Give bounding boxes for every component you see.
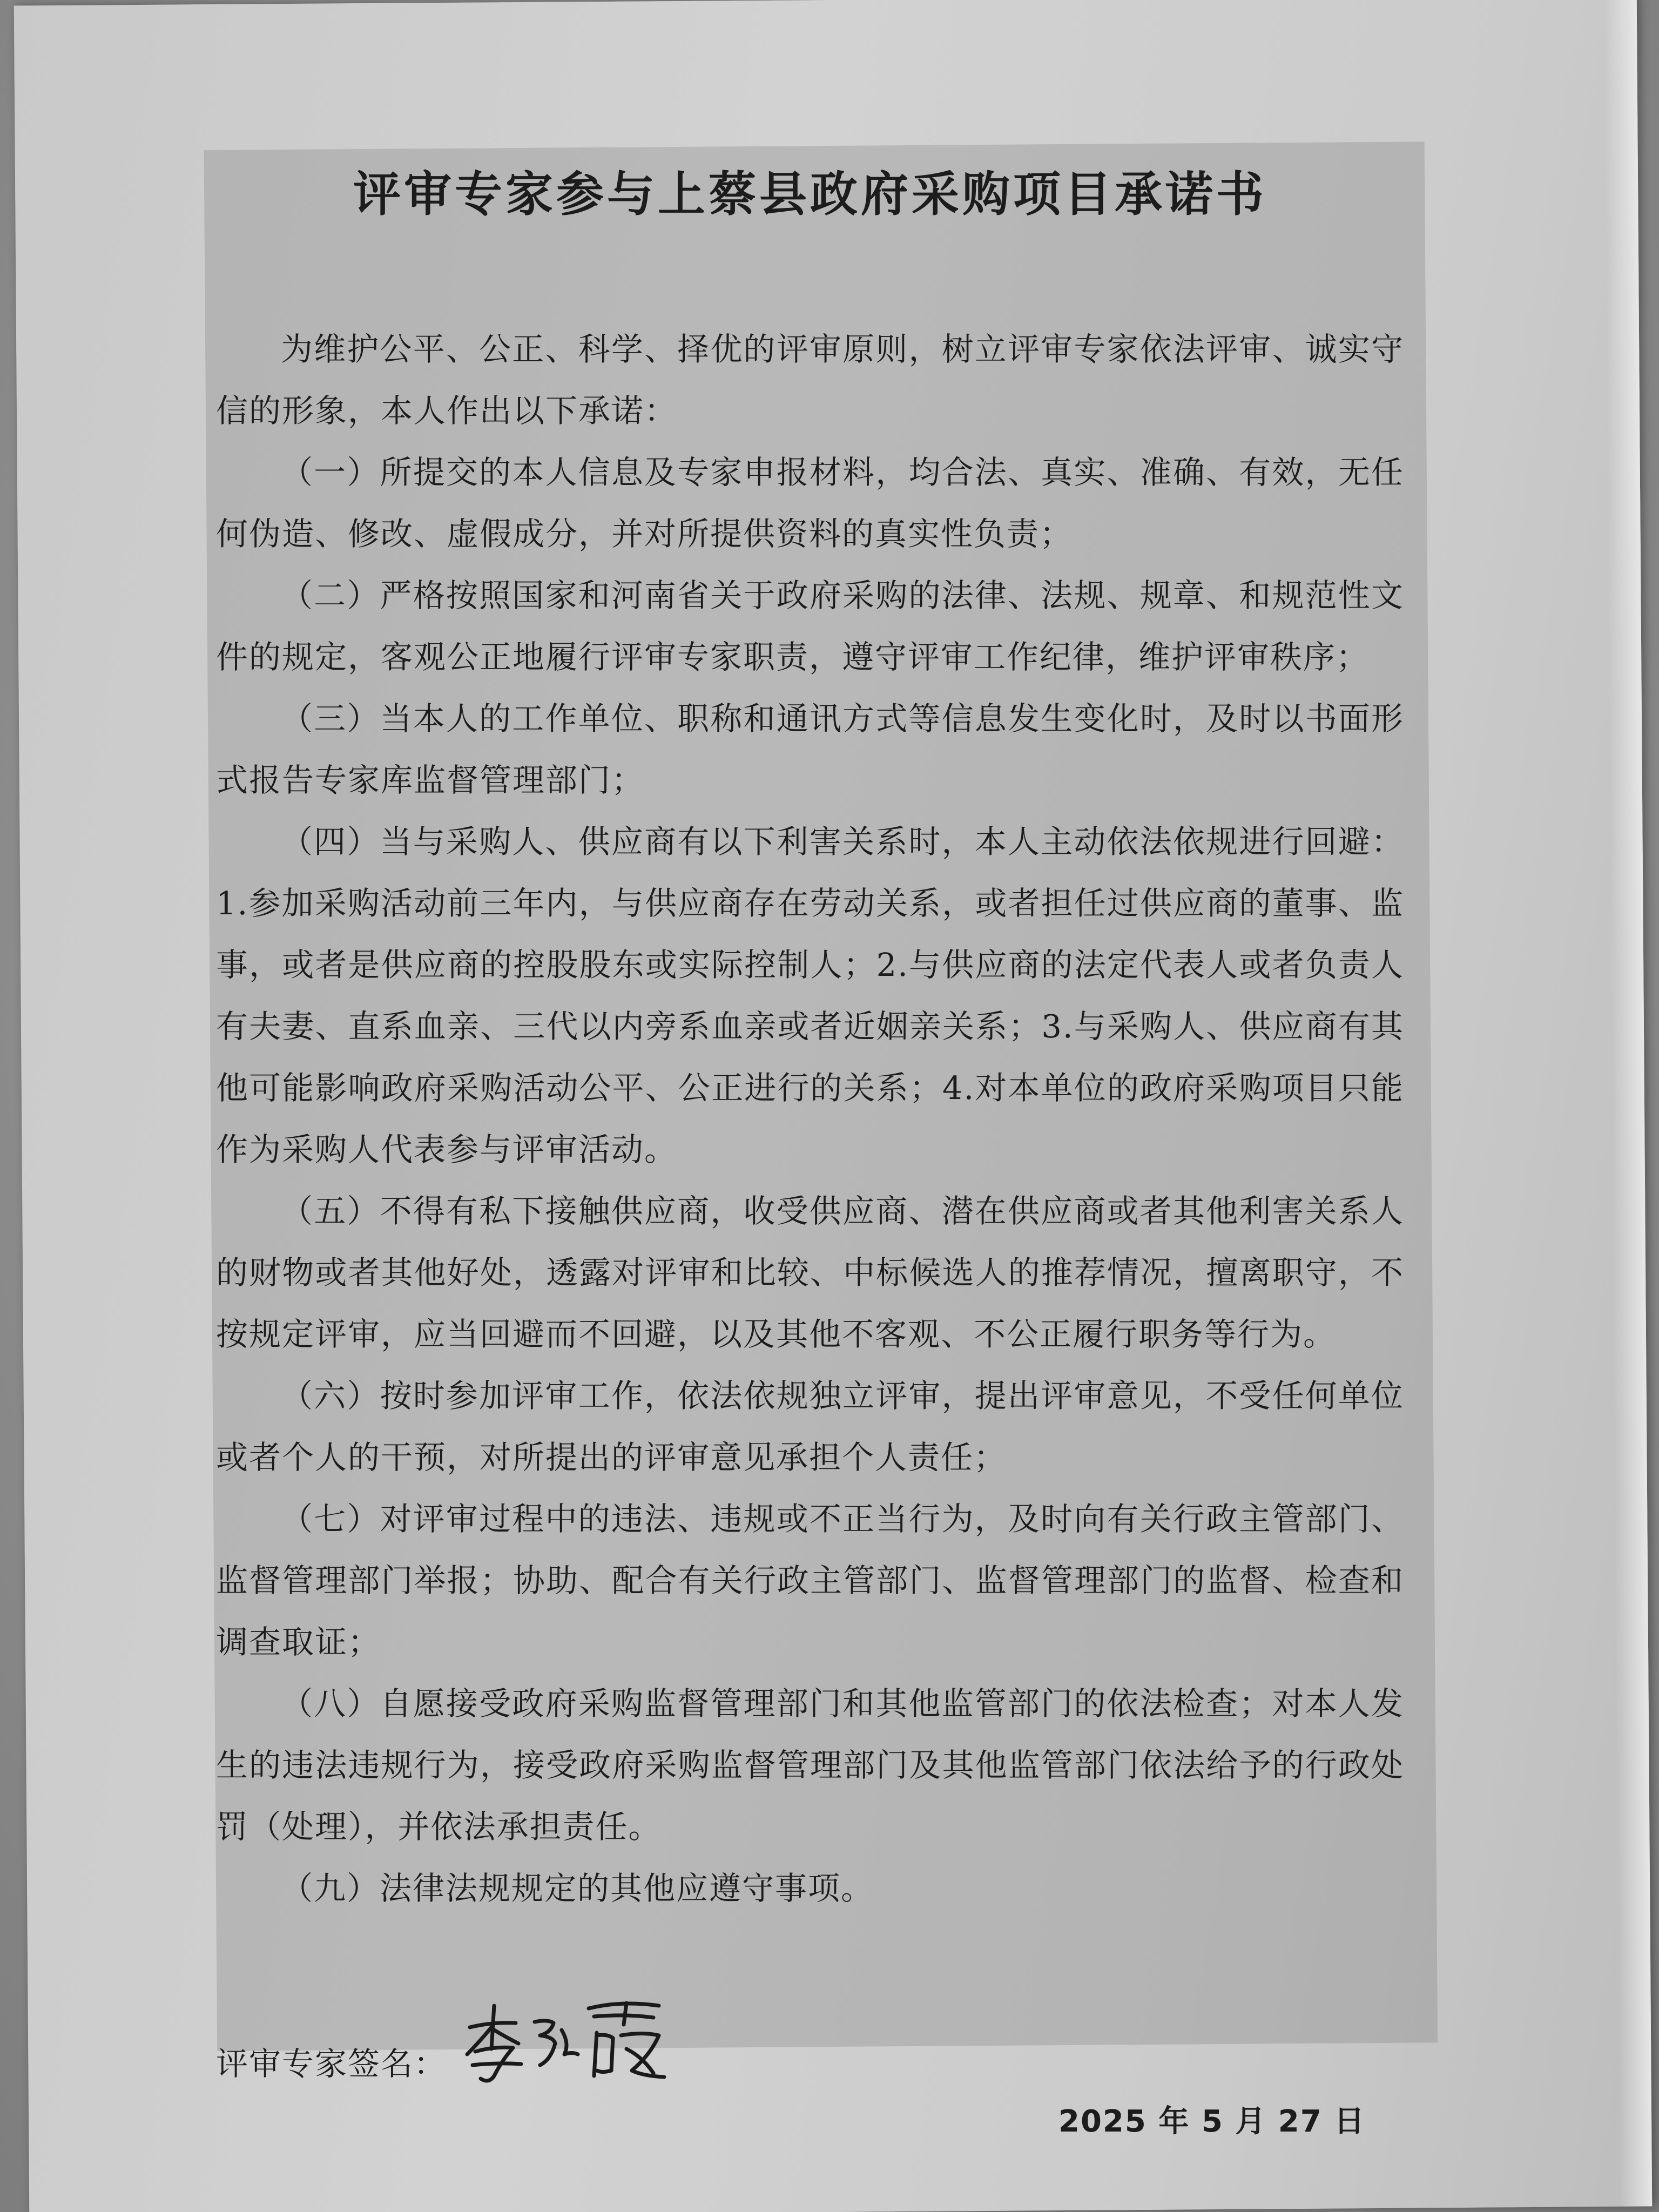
clause-5: （五）不得有私下接触供应商，收受供应商、潜在供应商或者其他利害关系人的财物或者其他好处，透露对评审和比较、中标候选人的推荐情况，擅离职守，不按规定评审，应当回避而不回避，以及其他不客观、不公正履行职务等行为。 [216,1192,1404,1353]
signature-row [216,1984,1404,2139]
clause-9: （九）法律法规规定的其他应遵守事项。 [281,1870,874,1907]
document-body [216,151,1404,2139]
signature-date: 2025 年 5 月 27 日 [1058,2104,1366,2139]
clause-3: （三）当本人的工作单位、职称和通讯方式等信息发生变化时，及时以书面形式报告专家库监督管理部门； [216,700,1404,799]
document-title: 评审专家参与上蔡县政府采购项目承诺书 [353,166,1267,222]
clause-6: （六）按时参加评审工作，依法依规独立评审，提出评审意见，不受任何单位或者个人的干预，对所提出的评审意见承担个人责任； [216,1377,1404,1476]
clause-7: （七）对评审过程中的违法、违规或不正当行为，及时向有关行政主管部门、监督管理部门举报；协助、配合有关行政主管部门、监督管理部门的监督、检查和调查取证； [216,1500,1404,1661]
signature-label: 评审专家签名： [216,2045,447,2082]
clause-1: （一）所提交的本人信息及专家申报材料，均合法、真实、准确、有效，无任何伪造、修改、虚假成分，并对所提供资料的真实性负责； [216,454,1404,552]
clause-2: （二）严格按照国家和河南省关于政府采购的法律、法规、规章、和规范性文件的规定，客观公正地履行评审专家职责，遵守评审工作纪律，维护评审秩序； [216,577,1404,676]
clause-4: （四）当与采购人、供应商有以下利害关系时，本人主动依法依规进行回避：1.参加采购活动前三年内，与供应商存在劳动关系，或者担任过供应商的董事、监事，或者是供应商的控股股东或实际控制人；2.与供应商的法定代表人或者负责人有夫妻、直系血亲、三代以内旁系血亲或者近姻亲关系；3.与采购人、供应商有其他可能影响政府采购活动公平、公正进行的关系；4.对本单位的政府采购项目只能作为采购人代表参与评审活动。 [216,823,1404,1168]
handwritten-signature [464,1984,670,2092]
clause-8: （八）自愿接受政府采购监督管理部门和其他监管部门的依法检查；对本人发生的违法违规行为，接受政府采购监督管理部门及其他监管部门依法给予的行政处罚（处理），并依法承担责任。 [216,1685,1404,1845]
intro-paragraph: 为维护公平、公正、科学、择优的评审原则，树立评审专家依法评审、诚实守信的形象，本人作出以下承诺： [216,331,1404,429]
